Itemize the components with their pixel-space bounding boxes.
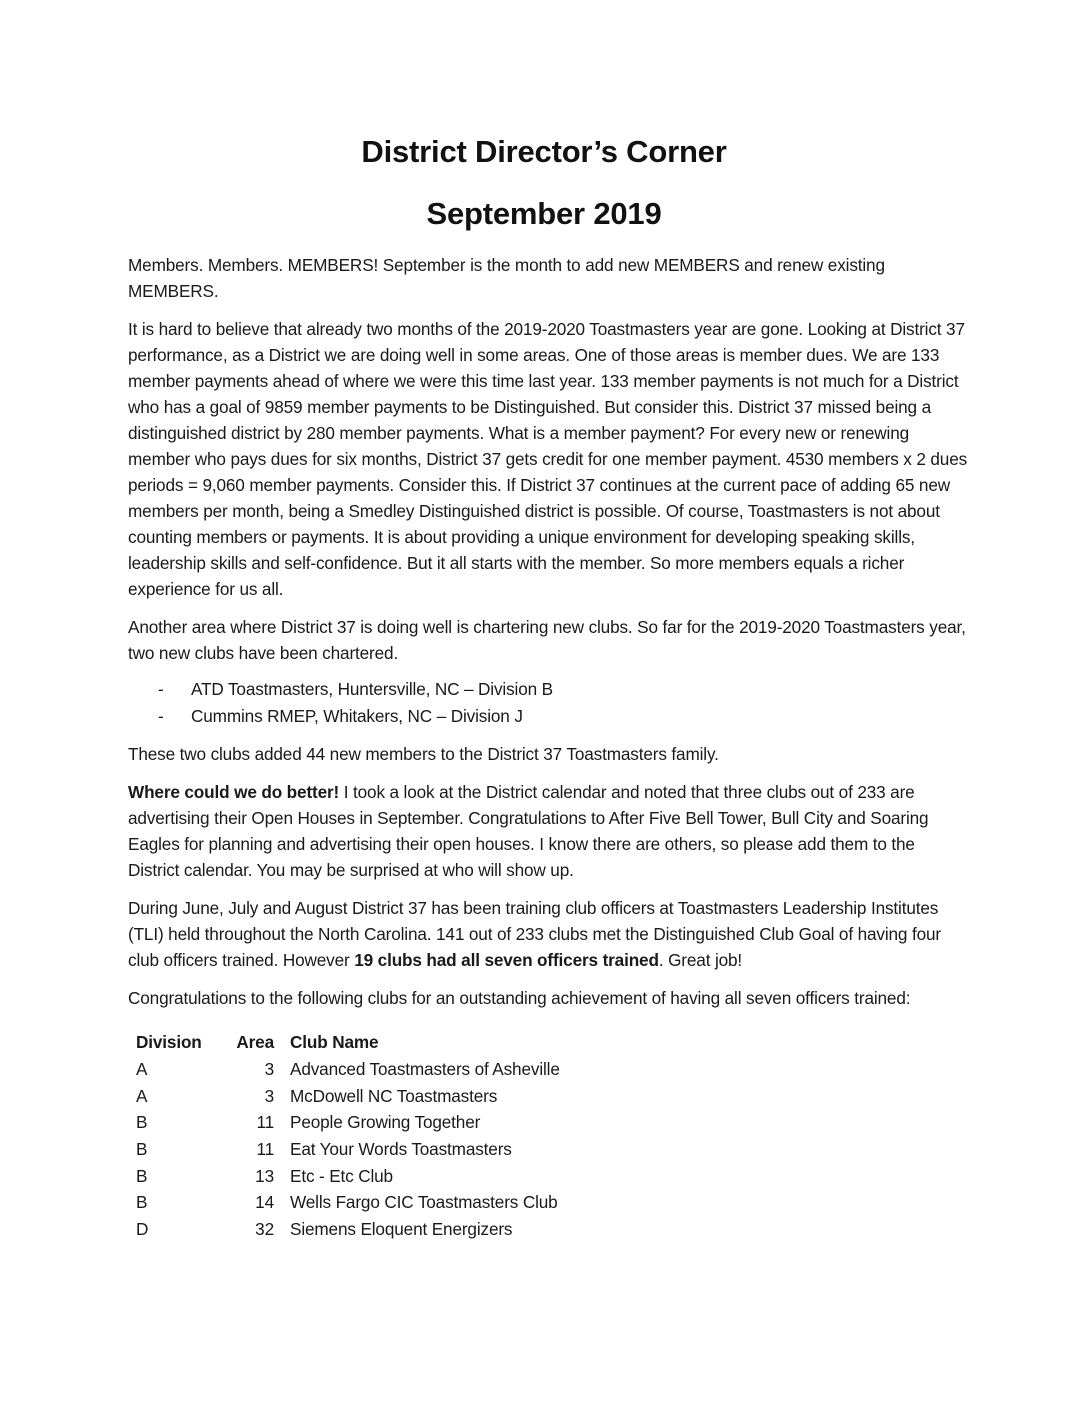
list-item <box>128 703 968 730</box>
cell-area: 13 <box>255 1165 274 1186</box>
cell-division: B <box>136 1139 148 1160</box>
cell-division: B <box>136 1192 148 1213</box>
table-row <box>136 1109 560 1136</box>
document-body <box>128 252 968 1243</box>
cell-area: 11 <box>256 1139 274 1160</box>
bold-highlight: 19 clubs had all seven officers trained <box>354 950 659 970</box>
cell-club-name: People Growing Together <box>290 1112 481 1133</box>
cell-area: 32 <box>255 1219 274 1240</box>
list-item <box>128 676 968 703</box>
header-division: Division <box>136 1032 202 1053</box>
cell-division: D <box>136 1219 149 1240</box>
cell-area: 14 <box>255 1192 274 1213</box>
cell-division: A <box>136 1085 148 1106</box>
paragraph-intro: Members. Members. MEMBERS! September is the month to add new MEMBERS and renew existing MEMBERS. <box>128 255 885 301</box>
list-item-text: Cummins RMEP, Whitakers, NC – Division J <box>191 705 523 726</box>
cell-division: B <box>136 1165 148 1186</box>
cell-area: 11 <box>256 1112 274 1133</box>
cell-club-name: Advanced Toastmasters of Asheville <box>290 1059 560 1080</box>
cell-area: 3 <box>264 1059 274 1080</box>
list-item-text: ATD Toastmasters, Huntersville, NC – Division B <box>191 679 553 699</box>
header-area: Area <box>236 1032 274 1053</box>
table-row <box>136 1189 560 1216</box>
page-subtitle: September 2019 <box>426 196 662 231</box>
table-row <box>136 1082 560 1109</box>
new-clubs-list <box>128 676 968 729</box>
clubs-table <box>136 1029 560 1243</box>
table-header-row <box>136 1029 560 1056</box>
table-row <box>136 1136 560 1163</box>
paragraph-officer-training <box>128 895 968 973</box>
table-row <box>136 1216 560 1243</box>
bullet-dash: - <box>158 705 164 726</box>
cell-area: 3 <box>264 1085 274 1106</box>
cell-division: A <box>136 1059 148 1080</box>
cell-club-name: Wells Fargo CIC Toastmasters Club <box>290 1192 558 1213</box>
cell-club-name: Eat Your Words Toastmasters <box>290 1139 512 1160</box>
paragraph-text: During June, July and August District 37 has been training club officers at Toastmasters Leadership Institutes (TLI) held throughout the North Carolina. 141 out of 233 clubs met the Distinguished Club Goal of having four club officers trained. However <box>128 898 941 970</box>
paragraph-member-payments: It is hard to believe that already two months of the 2019-2020 Toastmasters year are gone. Looking at District 37 performance, as a District we are doing well in some areas. One of those areas is member dues. We are 133 member payments ahead of where we were this time last year. 133 member payments is not much for a District who has a goal of 9859 member payments to be Distinguished. But consider this. District 37 missed being a distinguished district by 280 member payments. What is a member payment? For every new or renewing member who pays dues for six months, District 37 gets credit for one member payment. 4530 members x 2 dues periods = 9,060 member payments. Consider this. If District 37 continues at the current pace of adding 65 new members per month, being a Smedley Distinguished district is possible. Of course, Toastmasters is not about counting members or payments. It is about providing a unique environment for developing speaking skills, leadership skills and self-confidence. But it all starts with the member. So more members equals a richer experience for us all. <box>128 319 968 599</box>
cell-club-name: Etc - Etc Club <box>290 1165 393 1186</box>
paragraph-new-members: These two clubs added 44 new members to the District 37 Toastmasters family. <box>128 744 719 764</box>
table-row <box>136 1056 560 1083</box>
cell-division: B <box>136 1112 148 1133</box>
paragraph-new-clubs: Another area where District 37 is doing well is chartering new clubs. So far for the 2019-2020 Toastmasters year, two new clubs have been chartered. <box>128 617 966 663</box>
header-club-name: Club Name <box>290 1032 379 1053</box>
bold-heading: Where could we do better! <box>128 782 340 802</box>
paragraph-text: . Great job! <box>658 950 743 970</box>
paragraph-text: I took a look at the District calendar and noted that three clubs out of 233 are advertising their Open Houses in September. Congratulations to After Five Bell Tower, Bull City and Soaring Eagles for planning and advertising their open houses. I know there are others, so please add them to the District calendar. You may be surprised at who will show up. <box>128 782 929 880</box>
page-title: District Director’s Corner <box>361 134 727 169</box>
cell-club-name: McDowell NC Toastmasters <box>290 1085 498 1106</box>
paragraph-congratulations: Congratulations to the following clubs for an outstanding achievement of having all seven officers trained: <box>128 988 911 1008</box>
bullet-dash: - <box>158 679 164 699</box>
table-row <box>136 1162 560 1189</box>
paragraph-open-houses <box>128 779 968 883</box>
cell-club-name: Siemens Eloquent Energizers <box>290 1219 513 1240</box>
